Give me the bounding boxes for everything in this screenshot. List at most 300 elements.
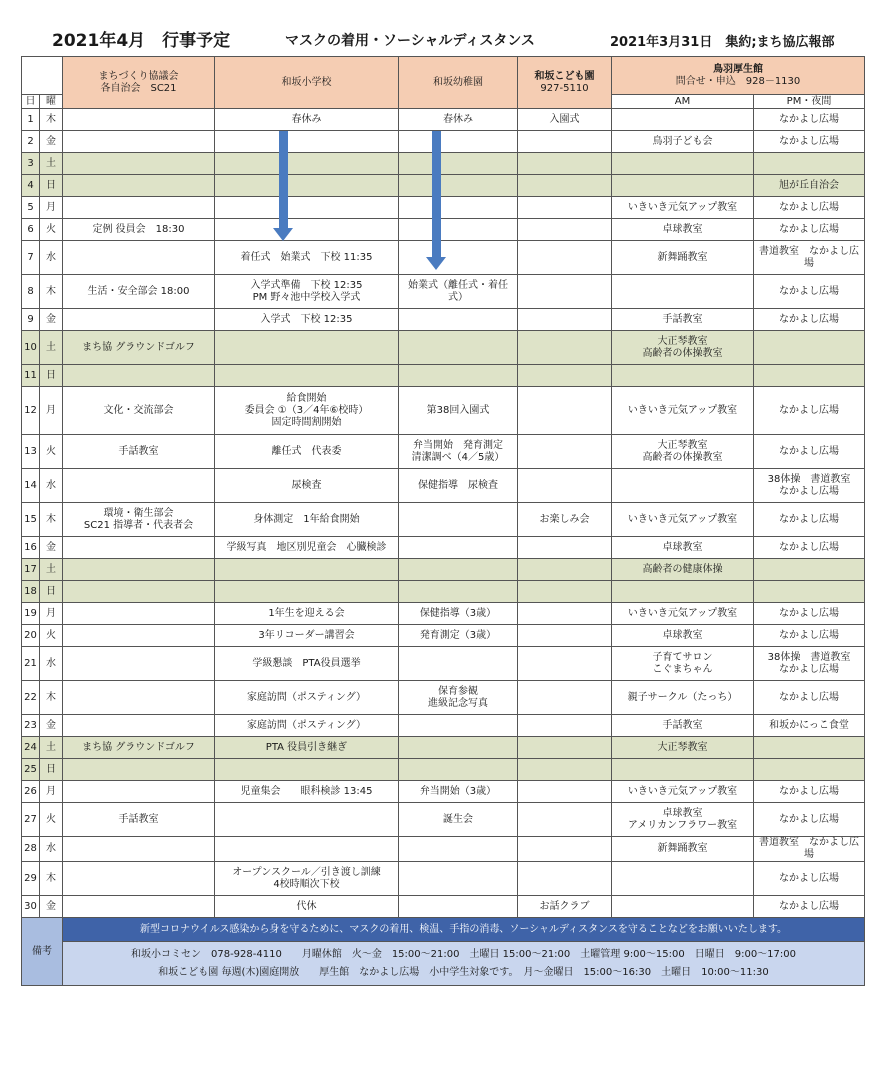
kouseikan-am-cell-line: こぐまちゃん [652,663,713,675]
kouseikan-am-cell [612,109,754,131]
machizukuri-cell [63,837,215,862]
kouseikan-pm-cell: なかよし広場 [754,435,865,469]
weekday-cell: 日 [40,581,63,603]
table-row [22,365,865,387]
weekday-cell: 水 [40,241,63,275]
day-cell: 28 [22,837,40,862]
machizukuri-cell [63,647,215,681]
day-cell: 16 [22,537,40,559]
table-row [22,759,865,781]
kouseikan-am-cell: 大正琴教室 [612,737,754,759]
table-row [22,737,865,759]
table-row [22,559,865,581]
kodomoen-cell [518,241,612,275]
elementary-cell [215,387,399,435]
table-row [22,109,865,131]
weekday-cell: 日 [40,365,63,387]
elementary-cell [215,219,399,241]
day-cell: 1 [22,109,40,131]
col-header-kindergarten: 和坂幼稚園 [399,57,518,109]
elementary-cell [215,759,399,781]
col-header-pm: PM・夜間 [754,95,865,109]
machizukuri-cell [63,896,215,918]
machizukuri-cell [63,603,215,625]
kindergarten-cell: 始業式（離任式・着任式） [399,275,518,309]
elementary-cell: 学級懇談 PTA役員選挙 [215,647,399,681]
weekday-cell: 金 [40,896,63,918]
kodomoen-cell [518,387,612,435]
kouseikan-pm-cell: なかよし広場 [754,197,865,219]
day-cell: 30 [22,896,40,918]
elementary-cell-line: 入学式準備 下校 12:35 [250,279,363,291]
day-cell: 5 [22,197,40,219]
kouseikan-am-cell [612,331,754,365]
kouseikan-am-cell-line: 高齢者の体操教室 [642,451,723,463]
kouseikan-am-cell-line: アメリカンフラワー教室 [627,819,738,831]
kouseikan-am-cell: いきいき元気アップ教室 [612,197,754,219]
kindergarten-cell [399,681,518,715]
kouseikan-pm-cell: なかよし広場 [754,131,865,153]
kindergarten-cell [399,219,518,241]
kindergarten-cell [399,153,518,175]
kindergarten-cell: 誕生会 [399,803,518,837]
kodomoen-cell [518,219,612,241]
day-cell: 27 [22,803,40,837]
kouseikan-am-cell [612,896,754,918]
day-cell: 2 [22,131,40,153]
kouseikan-pm-cell: なかよし広場 [754,503,865,537]
weekday-cell: 土 [40,559,63,581]
elementary-cell [215,559,399,581]
table-row [22,896,865,918]
elementary-cell: PTA 役員引き継ぎ [215,737,399,759]
kouseikan-pm-cell: なかよし広場 [754,537,865,559]
kouseikan-pm-cell: なかよし広場 [754,275,865,309]
kindergarten-arrow [432,131,441,258]
issue-date: 2021年3月31日 集約;まち協広報部 [610,35,835,50]
kindergarten-cell [399,365,518,387]
machizukuri-cell [63,197,215,219]
kouseikan-am-cell-line: 子育てサロン [652,651,713,663]
col-header-elementary: 和坂小学校 [215,57,399,109]
day-cell: 11 [22,365,40,387]
kodomoen-cell [518,331,612,365]
day-cell: 20 [22,625,40,647]
kodomoen-cell [518,581,612,603]
col-header-kodomoen-name: 和坂こども園 [534,70,595,82]
machizukuri-cell [63,862,215,896]
kouseikan-am-cell [612,469,754,503]
kouseikan-am-cell [612,153,754,175]
day-cell: 26 [22,781,40,803]
kodomoen-cell [518,603,612,625]
kouseikan-am-cell-line: 大正琴教室 [657,335,708,347]
elementary-cell: 児童集会 眼科検診 13:45 [215,781,399,803]
machizukuri-cell: 手話教室 [63,435,215,469]
kouseikan-pm-cell [754,365,865,387]
table-row [22,681,865,715]
elementary-cell: 身体測定 1年給食開始 [215,503,399,537]
col-header-day: 日 [22,95,40,109]
day-cell: 25 [22,759,40,781]
weekday-cell: 木 [40,275,63,309]
elementary-cell: 入学式 下校 12:35 [215,309,399,331]
elementary-cell: 代休 [215,896,399,918]
weekday-cell: 金 [40,309,63,331]
kouseikan-am-cell-line: 高齢者の体操教室 [642,347,723,359]
col-header-am: AM [612,95,754,109]
kouseikan-am-cell: いきいき元気アップ教室 [612,503,754,537]
day-cell: 9 [22,309,40,331]
weekday-cell: 月 [40,197,63,219]
weekday-cell: 火 [40,625,63,647]
kindergarten-cell [399,581,518,603]
table-row [22,435,865,469]
kouseikan-pm-cell: なかよし広場 [754,309,865,331]
kouseikan-pm-cell: 書道教室 なかよし広場 [754,837,865,862]
kouseikan-pm-cell [754,469,865,503]
kouseikan-pm-cell: なかよし広場 [754,862,865,896]
kouseikan-am-cell [612,803,754,837]
corner-cell [22,57,63,95]
day-cell: 14 [22,469,40,503]
elementary-cell [215,803,399,837]
kouseikan-pm-cell [754,153,865,175]
elementary-cell [215,275,399,309]
kouseikan-pm-cell: 和坂かにっこ食堂 [754,715,865,737]
elementary-cell-line: オープンスクール／引き渡し訓練 [232,866,381,878]
table-row [22,647,865,681]
elementary-cell: 3年リコーダー講習会 [215,625,399,647]
weekday-cell: 水 [40,647,63,681]
kouseikan-am-cell: 親子サークル（たっち） [612,681,754,715]
notes-label: 備考 [22,918,63,986]
elementary-cell: 家庭訪問（ポスティング） [215,715,399,737]
table-row [22,331,865,365]
table-row [22,309,865,331]
kodomoen-cell: お話クラブ [518,896,612,918]
elementary-cell [215,175,399,197]
kouseikan-am-cell: 手話教室 [612,309,754,331]
day-cell: 15 [22,503,40,537]
weekday-cell: 金 [40,537,63,559]
kouseikan-pm-cell: 旭が丘自治会 [754,175,865,197]
kindergarten-cell-line: 清潔調べ（4／5歳） [411,451,505,463]
kouseikan-am-cell [612,175,754,197]
day-cell: 21 [22,647,40,681]
elementary-cell-line: PM 野々池中学校入学式 [252,291,361,303]
kodomoen-cell [518,275,612,309]
machizukuri-cell: 定例 役員会 18:30 [63,219,215,241]
kodomoen-cell [518,365,612,387]
weekday-cell: 木 [40,109,63,131]
kouseikan-am-cell [612,275,754,309]
kodomoen-cell [518,175,612,197]
kouseikan-pm-cell: なかよし広場 [754,387,865,435]
machizukuri-cell-line: 環境・衛生部会 [103,507,174,519]
kindergarten-cell: 保健指導（3歳） [399,603,518,625]
notes-line2: 和坂こども園 毎週(木)園庭開放 厚生館 なかよし広場 小中学生対象です。 月～金曜日 15:00～16:30 土曜日 10:00～11:30 [158,966,769,978]
machizukuri-cell [63,175,215,197]
kouseikan-am-cell [612,647,754,681]
table-row [22,153,865,175]
machizukuri-cell [63,503,215,537]
weekday-cell: 日 [40,759,63,781]
kouseikan-pm-cell: なかよし広場 [754,603,865,625]
day-cell: 7 [22,241,40,275]
kodomoen-cell [518,737,612,759]
elementary-cell-line: 給食開始 [286,392,327,404]
kouseikan-am-cell: 卓球教室 [612,537,754,559]
elementary-cell: 尿検査 [215,469,399,503]
col-header-kouseikan-contact: 問合せ・申込 928－1130 [675,75,801,87]
kouseikan-pm-cell-line: なかよし広場 [779,663,839,675]
machizukuri-cell [63,537,215,559]
table-row [22,803,865,837]
elementary-cell [215,153,399,175]
kindergarten-cell-line: 保育参観 [438,685,478,697]
kindergarten-cell [399,435,518,469]
kindergarten-cell [399,647,518,681]
kindergarten-cell: 第38回入園式 [399,387,518,435]
table-row [22,715,865,737]
elementary-cell [215,197,399,219]
kouseikan-am-cell [612,435,754,469]
page-title: 2021年4月 行事予定 [52,31,231,51]
day-cell: 19 [22,603,40,625]
notes-line1: 和坂小コミセン 078-928-4110 月曜休館 火～金 15:00～21:00 土曜日 15:00～21:00 土曜管理 9:00～15:00 日曜日 9:00～17:00 [130,948,797,960]
table-row [22,603,865,625]
weekday-cell: 土 [40,737,63,759]
kouseikan-am-cell: いきいき元気アップ教室 [612,781,754,803]
kodomoen-cell [518,625,612,647]
kouseikan-am-cell: いきいき元気アップ教室 [612,603,754,625]
elementary-cell: 春休み [215,109,399,131]
kodomoen-cell [518,435,612,469]
weekday-cell: 日 [40,175,63,197]
machizukuri-cell [63,469,215,503]
machizukuri-cell [63,365,215,387]
kouseikan-pm-cell: なかよし広場 [754,896,865,918]
weekday-cell: 月 [40,781,63,803]
elementary-cell-line: 委員会 ①（3／4年⑥校時） [244,404,369,416]
table-row [22,625,865,647]
table-row [22,781,865,803]
kodomoen-cell [518,781,612,803]
schedule-table [21,56,865,986]
kouseikan-am-cell: 卓球教室 [612,625,754,647]
kindergarten-cell-line: 進級記念写真 [428,697,488,709]
kindergarten-cell: 発育測定（3歳） [399,625,518,647]
elementary-arrow [279,131,288,229]
kindergarten-cell [399,837,518,862]
kindergarten-cell [399,759,518,781]
kindergarten-cell: 弁当開始（3歳） [399,781,518,803]
weekday-cell: 土 [40,331,63,365]
kodomoen-cell [518,153,612,175]
kodomoen-cell [518,309,612,331]
machizukuri-cell [63,581,215,603]
kindergarten-cell [399,175,518,197]
elementary-cell [215,331,399,365]
kouseikan-am-cell: 新舞踊教室 [612,241,754,275]
day-cell: 18 [22,581,40,603]
table-row [22,175,865,197]
machizukuri-cell [63,625,215,647]
kouseikan-pm-cell: なかよし広場 [754,781,865,803]
kouseikan-am-cell-line: 大正琴教室 [657,439,708,451]
day-cell: 22 [22,681,40,715]
table-row [22,537,865,559]
kouseikan-pm-cell [754,737,865,759]
machizukuri-cell: 手話教室 [63,803,215,837]
kodomoen-cell [518,647,612,681]
kodomoen-cell [518,131,612,153]
kouseikan-pm-cell [754,647,865,681]
kouseikan-am-cell-line: 卓球教室 [662,807,703,819]
kodomoen-cell [518,559,612,581]
day-cell: 23 [22,715,40,737]
col-header-weekday: 曜 [40,95,63,109]
elementary-cell-line: 4校時順次下校 [273,878,340,890]
kouseikan-pm-cell [754,581,865,603]
kouseikan-am-cell: 手話教室 [612,715,754,737]
notes-info [63,942,865,986]
weekday-cell: 木 [40,862,63,896]
table-row [22,387,865,435]
machizukuri-cell: 文化・交流部会 [63,387,215,435]
kouseikan-pm-cell: なかよし広場 [754,219,865,241]
elementary-cell: 着任式 始業式 下校 11:35 [215,241,399,275]
kouseikan-am-cell [612,581,754,603]
table-row [22,581,865,603]
weekday-cell: 木 [40,681,63,715]
weekday-cell: 火 [40,219,63,241]
table-row [22,197,865,219]
weekday-cell: 月 [40,603,63,625]
kodomoen-cell [518,759,612,781]
kindergarten-cell [399,559,518,581]
weekday-cell: 水 [40,469,63,503]
elementary-cell: 1年生を迎える会 [215,603,399,625]
kouseikan-am-cell [612,862,754,896]
weekday-cell: 火 [40,435,63,469]
machizukuri-cell [63,241,215,275]
day-cell: 29 [22,862,40,896]
kodomoen-cell [518,537,612,559]
kouseikan-pm-cell [754,559,865,581]
elementary-cell [215,131,399,153]
kindergarten-cell [399,537,518,559]
kouseikan-pm-cell-line: 38体操 書道教室 [767,473,851,485]
weekday-cell: 土 [40,153,63,175]
table-row [22,275,865,309]
kindergarten-cell: 保健指導 尿検査 [399,469,518,503]
kodomoen-cell: お楽しみ会 [518,503,612,537]
kindergarten-cell [399,241,518,275]
kindergarten-cell [399,331,518,365]
day-cell: 17 [22,559,40,581]
weekday-cell: 金 [40,715,63,737]
machizukuri-cell [63,681,215,715]
machizukuri-cell-line: SC21 指導者・代表者会 [83,519,194,531]
kouseikan-am-cell [612,759,754,781]
kindergarten-cell [399,862,518,896]
kodomoen-cell [518,197,612,219]
kouseikan-pm-cell [754,759,865,781]
machizukuri-cell: 生活・安全部会 18:00 [63,275,215,309]
kouseikan-am-cell: 新舞踊教室 [612,837,754,862]
kodomoen-cell [518,469,612,503]
machizukuri-cell [63,559,215,581]
elementary-cell [215,837,399,862]
table-row [22,219,865,241]
kindergarten-cell [399,715,518,737]
col-header-machizukuri-line1: まちづくり協議会 [98,70,179,82]
kouseikan-pm-cell: なかよし広場 [754,803,865,837]
kindergarten-cell [399,503,518,537]
weekday-cell: 火 [40,803,63,837]
machizukuri-cell [63,109,215,131]
kodomoen-cell [518,837,612,862]
day-cell: 13 [22,435,40,469]
machizukuri-cell [63,153,215,175]
table-row [22,469,865,503]
day-cell: 10 [22,331,40,365]
kouseikan-am-cell: 鳥羽子ども会 [612,131,754,153]
elementary-cell: 家庭訪問（ポスティング） [215,681,399,715]
elementary-cell-line: 固定時間割開始 [271,416,342,428]
table-row [22,837,865,862]
page-subtitle: マスクの着用・ソーシャルディスタンス [285,33,535,49]
kouseikan-pm-cell: なかよし広場 [754,109,865,131]
kodomoen-cell [518,862,612,896]
table-row [22,131,865,153]
kouseikan-am-cell [612,365,754,387]
kindergarten-cell: 春休み [399,109,518,131]
weekday-cell: 水 [40,837,63,862]
day-cell: 3 [22,153,40,175]
col-header-machizukuri [63,57,215,109]
kindergarten-cell [399,197,518,219]
elementary-cell [215,581,399,603]
kouseikan-pm-cell: 書道教室 なかよし広場 [754,241,865,275]
kindergarten-cell [399,737,518,759]
kindergarten-cell [399,896,518,918]
machizukuri-cell [63,759,215,781]
kouseikan-pm-cell-line: なかよし広場 [779,485,839,497]
table-row [22,503,865,537]
weekday-cell: 月 [40,387,63,435]
weekday-cell: 金 [40,131,63,153]
col-header-machizukuri-line2: 各自治会 SC21 [100,82,177,94]
kodomoen-cell [518,715,612,737]
kouseikan-pm-cell [754,331,865,365]
kindergarten-cell-line: 弁当開始 発育測定 [413,439,503,451]
day-cell: 6 [22,219,40,241]
kodomoen-cell: 入園式 [518,109,612,131]
col-header-kodomoen-phone: 927-5110 [540,82,589,94]
machizukuri-cell: まち協 グラウンドゴルフ [63,331,215,365]
kouseikan-pm-cell-line: 38体操 書道教室 [767,651,851,663]
kodomoen-cell [518,803,612,837]
elementary-cell: 学級写真 地区別児童会 心臓検診 [215,537,399,559]
machizukuri-cell [63,131,215,153]
col-header-kouseikan [612,57,865,95]
day-cell: 24 [22,737,40,759]
kouseikan-am-cell: いきいき元気アップ教室 [612,387,754,435]
weekday-cell: 木 [40,503,63,537]
